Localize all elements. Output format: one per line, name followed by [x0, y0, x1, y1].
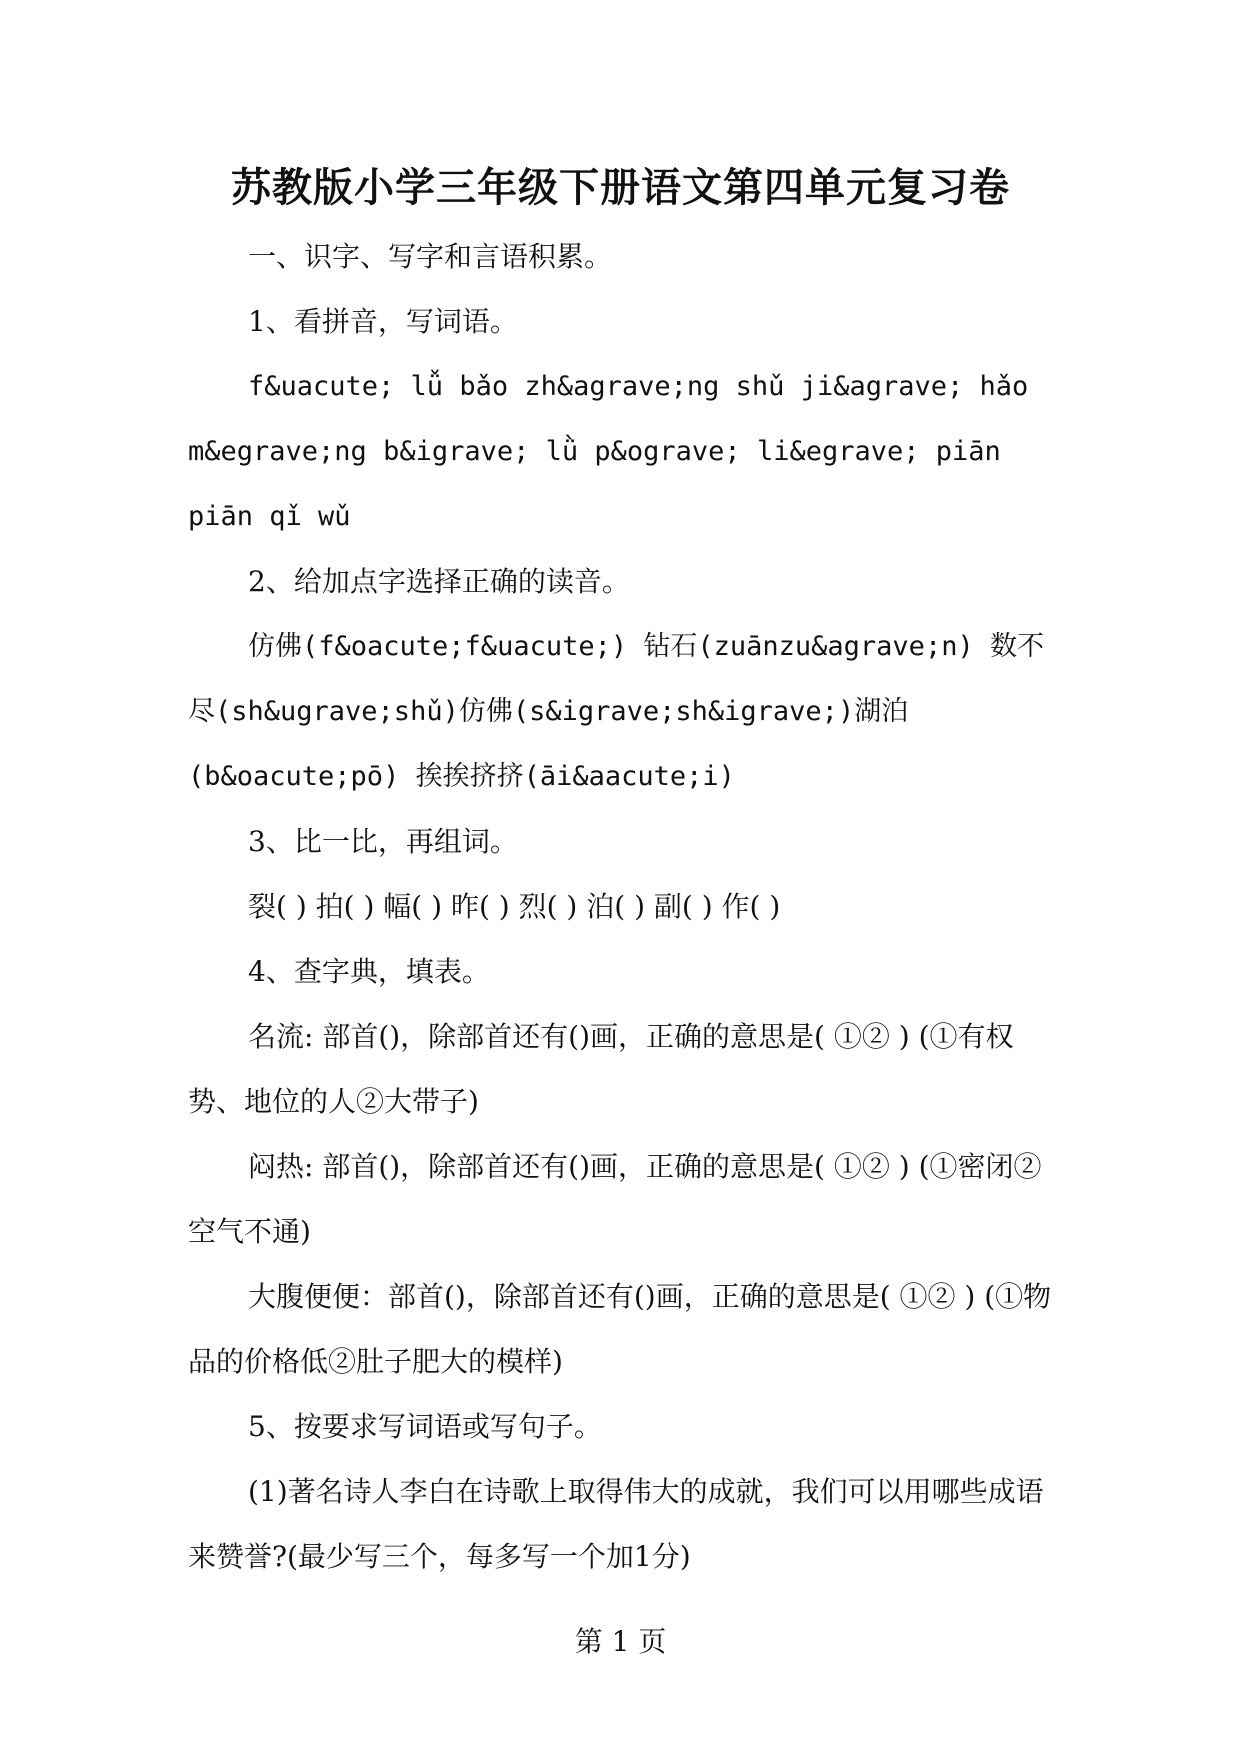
- question-4-prompt: 4、查字典，填表。: [248, 955, 490, 988]
- question-4-item-2: 闷热: 部首()，除部首还有()画，正确的意思是( ①② ) (①密闭②空气不通): [188, 1150, 1042, 1248]
- page-number: 第 1 页: [574, 1625, 667, 1658]
- question-5-prompt: 5、按要求写词语或写句子。: [248, 1410, 602, 1443]
- question-1-pinyin: f&uacute; lǚ bǎo zh&agrave;ng shǔ ji&agrave; hǎo m&egrave;ng b&igrave; lǜ p&ograve; li&egrave; piān piān qǐ wǔ: [188, 371, 1029, 532]
- question-2-prompt: 2、给加点字选择正确的读音。: [248, 565, 630, 598]
- question-2-options: 仿佛(f&oacute;f&uacute;) 钻石(zuānzu&agrave;n) 数不尽(sh&ugrave;shǔ)仿佛(s&igrave;sh&igrave;)湖泊(b&oacute;pō) 挨挨挤挤(āi&aacute;i): [188, 631, 1044, 792]
- question-3-prompt: 3、比一比，再组词。: [248, 825, 518, 858]
- question-3-characters: 裂( ) 拍( ) 幅( ) 昨( ) 烈( ) 泊( ) 副( ) 作( ): [248, 890, 781, 923]
- section-heading: 一、识字、写字和言语积累。: [248, 240, 613, 273]
- question-5-item-1: (1)著名诗人李白在诗歌上取得伟大的成就，我们可以用哪些成语来赞誉?(最少写三个，每多写一个加1分): [188, 1475, 1044, 1573]
- question-4-item-1: 名流: 部首()，除部首还有()画，正确的意思是( ①② ) (①有权势、地位的人②大带子): [188, 1020, 1014, 1118]
- document-body: [188, 224, 1068, 1589]
- question-4-item-3: 大腹便便：部首()，除部首还有()画，正确的意思是( ①② ) (①物品的价格低②肚子肥大的模样): [188, 1280, 1052, 1378]
- page-title: 苏教版小学三年级下册语文第四单元复习卷: [231, 164, 1010, 211]
- question-1-prompt: 1、看拼音，写词语。: [248, 305, 518, 338]
